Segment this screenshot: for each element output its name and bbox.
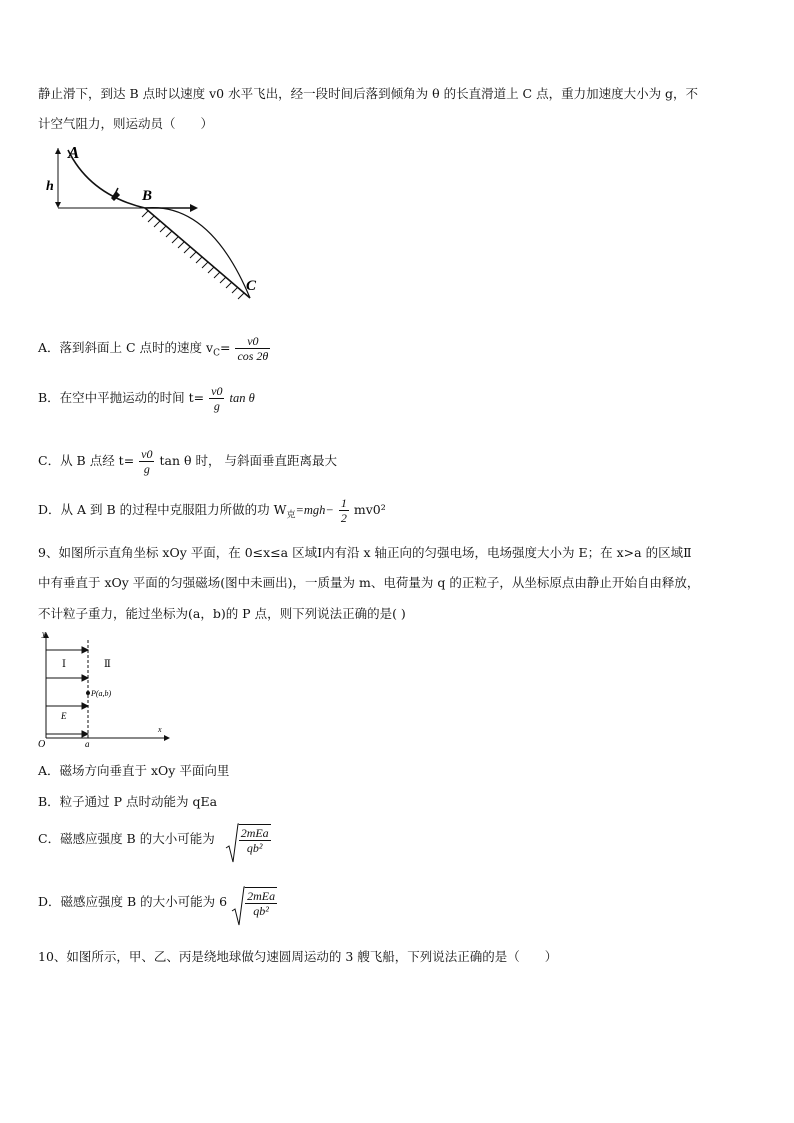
q9-option-d-num: 2mEa: [247, 889, 276, 903]
q8-option-d-tail: mv0²: [353, 502, 386, 517]
q8-option-c-frac: [139, 447, 154, 476]
label-region-1: Ⅰ: [62, 659, 66, 670]
q8-option-a-num: v0: [235, 334, 270, 349]
label-B: B: [142, 188, 153, 204]
slide-curve: [68, 150, 145, 208]
q8-line1: 静止滑下，到达 B 点时以速度 v0 水平飞出，经一段时间后落到倾角为 θ 的长直滑道上 C 点，重力加速度大小为 g，不: [38, 86, 699, 101]
q8-option-b-num: v0: [211, 384, 223, 398]
label-p: P(a,b): [91, 689, 112, 698]
q8-option-a-eq: =: [219, 340, 231, 355]
label-region-2: Ⅱ: [104, 659, 111, 670]
label-e: E: [61, 711, 67, 721]
q8-option-b-tail: tan θ: [229, 391, 255, 405]
q9-option-d-sqrt: [231, 887, 277, 918]
q8-option-c: [38, 447, 337, 476]
incline-line: [145, 208, 250, 298]
label-x: x: [158, 725, 162, 734]
q9-option-d: [38, 887, 277, 918]
q8-option-b: [38, 384, 255, 413]
q9-option-d-text: D．磁感应强度 B 的大小可能为 6: [38, 894, 228, 909]
q9-option-c-num: 2mEa: [240, 826, 269, 840]
label-o: O: [38, 739, 46, 750]
q9-option-c-text: C．磁感应强度 B 的大小可能为: [38, 831, 215, 846]
label-h: h: [46, 179, 54, 194]
q8-option-c-text: C．从 B 点经 t=: [38, 453, 135, 468]
q8-option-d-frac: [339, 496, 349, 525]
label-a: a: [85, 739, 90, 749]
q9-line3: 不计粒子重力，能过坐标为(a，b)的 P 点，则下列说法正确的是( ): [38, 606, 406, 621]
label-A: A: [68, 143, 80, 162]
q9-option-c-sqrt: [225, 824, 271, 855]
q8-option-d-sub: 克: [286, 510, 296, 521]
q9-option-c: [38, 824, 271, 855]
q8-line2: 计空气阻力，则运动员（ ）: [38, 116, 214, 131]
q8-option-a: [38, 334, 271, 363]
q8-option-d-num: 1: [340, 496, 347, 510]
q8-option-b-text: B．在空中平抛运动的时间 t=: [38, 390, 205, 405]
label-y: y: [42, 630, 46, 638]
q8-option-d: [38, 496, 386, 525]
q8-option-a-text: A．落到斜面上 C 点时的速度 v: [38, 340, 214, 355]
q8-option-c-den: g: [143, 462, 150, 476]
q8-option-a-den: cos 2θ: [237, 349, 269, 363]
q9-line2: 中有垂直于 xOy 平面的匀强磁场(图中未画出)，一质量为 m、电荷量为 q 的正粒子，从坐标原点由静止开始自由释放，: [38, 575, 700, 590]
q8-option-a-sub: C: [213, 348, 220, 359]
label-C: C: [246, 278, 257, 294]
q9-option-c-den: qb²: [246, 841, 263, 855]
q8-option-a-frac: [235, 334, 270, 363]
q9-option-a: A．磁场方向垂直于 xOy 平面向里: [38, 763, 230, 778]
q10-line1: 10、如图所示，甲、乙、丙是绕地球做匀速圆周运动的 3 艘飞船，下列说法正确的是（ ）: [38, 949, 558, 964]
q9-option-b: B．粒子通过 P 点时动能为 qEa: [38, 794, 218, 809]
q8-option-d-mid: =mgh−: [295, 503, 334, 517]
q9-line1: 9、如图所示直角坐标 xOy 平面，在 0≤x≤a 区域Ⅰ内有沿 x 轴正向的匀强电场，电场强度大小为 E；在 x>a 的区域Ⅱ: [38, 545, 692, 560]
q8-figure: [40, 140, 270, 305]
q9-figure: [36, 630, 176, 750]
q8-option-d-den: 2: [340, 511, 347, 525]
q8-option-b-frac: [209, 384, 224, 413]
q8-option-d-text: D．从 A 到 B 的过程中克服阻力所做的功 W: [38, 502, 287, 517]
point-p: [86, 691, 90, 695]
q9-option-d-den: qb²: [253, 904, 269, 918]
q8-option-c-num: v0: [141, 447, 153, 461]
q8-option-c-tail: tan θ 时， 与斜面垂直距离最大: [159, 453, 337, 468]
q8-option-b-den: g: [213, 399, 220, 413]
